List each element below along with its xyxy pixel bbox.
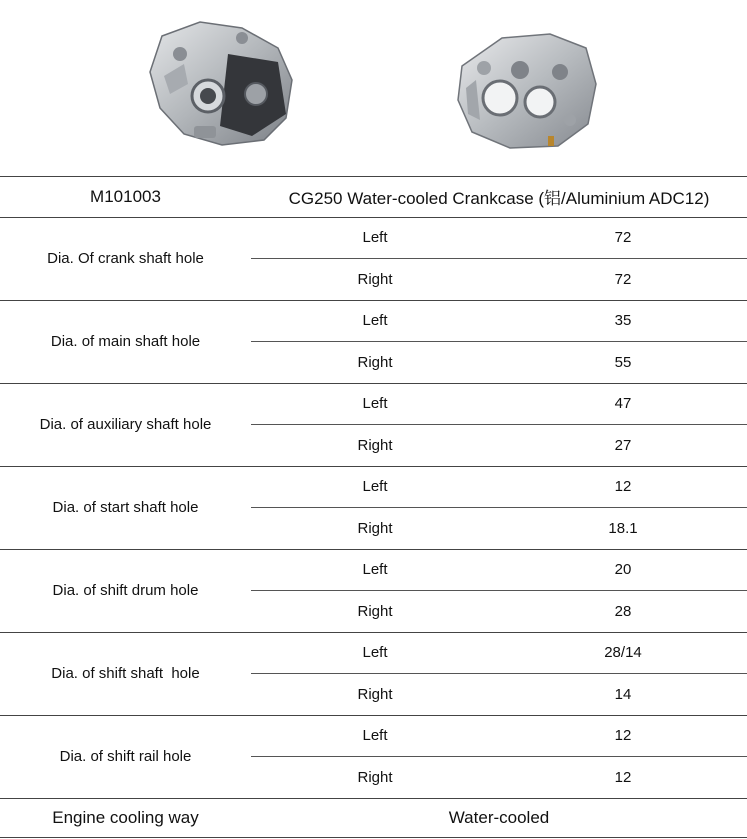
row-label: Dia. of auxiliary shaft hole [39, 416, 212, 433]
side-right: Right [357, 769, 393, 786]
side-right: Right [357, 520, 393, 537]
value-left: 28/14 [604, 644, 642, 661]
cooling-label: Engine cooling way [52, 807, 199, 827]
row-label: Dia. of shift drum hole [52, 582, 199, 599]
side-right: Right [357, 354, 393, 371]
value-right: 18.1 [608, 520, 638, 537]
value-left: 35 [614, 312, 632, 329]
value-left: 47 [614, 395, 632, 412]
value-left: 12 [614, 727, 632, 744]
product-photos [0, 0, 747, 176]
side-right: Right [357, 686, 393, 703]
value-right: 55 [614, 354, 632, 371]
value-left: 20 [614, 561, 632, 578]
side-left: Left [362, 644, 388, 661]
side-right: Right [357, 437, 393, 454]
row-label: Dia. of main shaft hole [50, 333, 201, 350]
side-left: Left [362, 312, 388, 329]
side-left: Left [362, 561, 388, 578]
product-description: CG250 Water-cooled Crankcase (铝/Aluminium ADC12) [288, 189, 710, 208]
value-right: 12 [614, 769, 632, 786]
crankcase-left-photo [140, 14, 300, 149]
crankcase-right-photo [450, 28, 602, 153]
model-number: M101003 [90, 186, 161, 206]
side-left: Left [362, 395, 388, 412]
value-right: 14 [614, 686, 632, 703]
side-right: Right [357, 271, 393, 288]
value-left: 12 [614, 478, 632, 495]
value-right: 72 [614, 271, 632, 288]
row-label: Dia. Of crank shaft hole [47, 250, 204, 267]
row-label: Dia. of shift shaft hole [51, 665, 200, 682]
side-left: Left [362, 727, 388, 744]
side-left: Left [362, 229, 388, 246]
row-label: Dia. of shift rail hole [59, 748, 192, 765]
table-bottom-rule [0, 837, 747, 838]
side-left: Left [362, 478, 388, 495]
value-right: 28 [614, 603, 632, 620]
value-right: 27 [614, 437, 632, 454]
row-label: Dia. of start shaft hole [52, 499, 199, 516]
cooling-value: Water-cooled [448, 807, 550, 827]
value-left: 72 [614, 229, 632, 246]
side-right: Right [357, 603, 393, 620]
